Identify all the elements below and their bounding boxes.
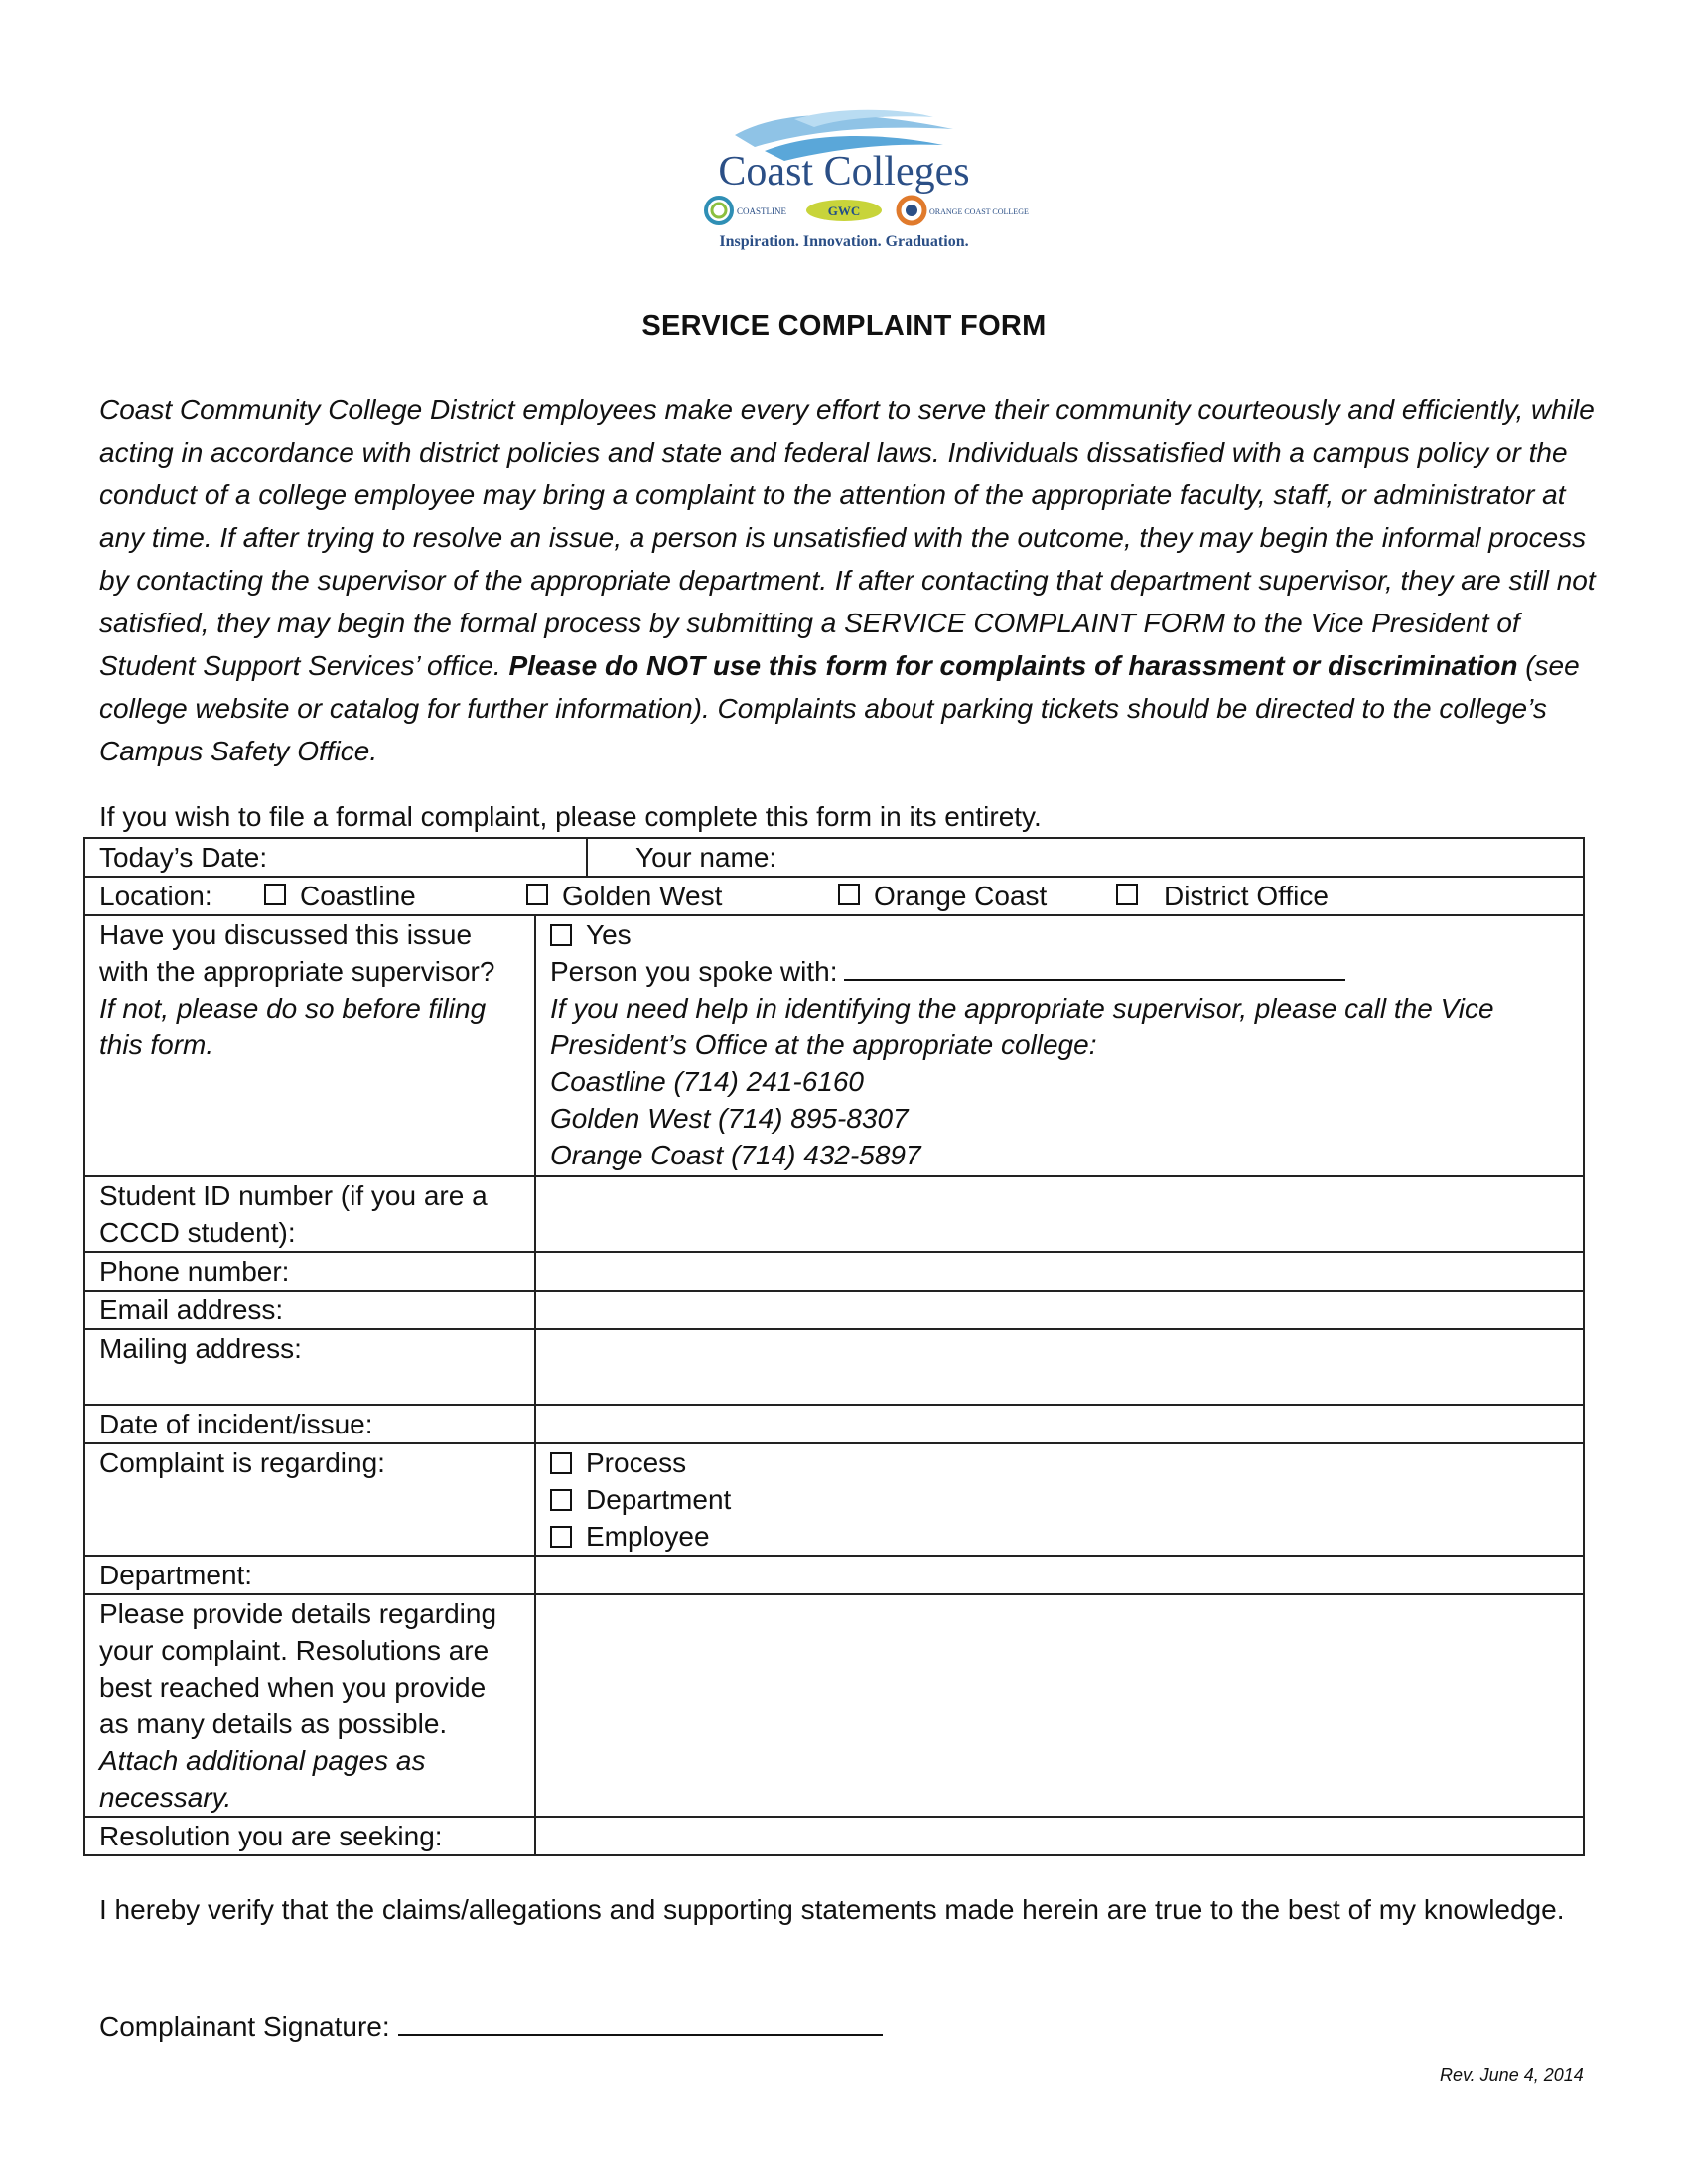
intro-paragraph: [99, 388, 1599, 772]
student-id-field[interactable]: [535, 1176, 1584, 1252]
row-phone: [84, 1252, 1584, 1291]
regarding-process[interactable]: [550, 1444, 1569, 1481]
email-label: Email address:: [84, 1291, 535, 1329]
regarding-employee-label: Employee: [586, 1521, 710, 1552]
row-regarding: [84, 1443, 1584, 1556]
incident-date-field[interactable]: [535, 1405, 1584, 1443]
checkbox-process[interactable]: [550, 1452, 572, 1474]
resolution-label: Resolution you are seeking:: [84, 1817, 535, 1855]
signature-line[interactable]: [398, 2008, 883, 2036]
regarding-department-label: Department: [586, 1484, 732, 1515]
location-district-office-label: District Office: [1164, 881, 1329, 911]
phone-orange-coast: Orange Coast (714) 432-5897: [550, 1140, 921, 1170]
department-field[interactable]: [535, 1556, 1584, 1594]
mailing-field[interactable]: [535, 1329, 1584, 1405]
yes-option[interactable]: [550, 916, 1569, 953]
location-orange-coast-label: Orange Coast: [874, 881, 1048, 911]
location-golden-west-label: Golden West: [562, 881, 723, 911]
your-name-field[interactable]: [588, 839, 1583, 876]
checkbox-employee[interactable]: [550, 1526, 572, 1548]
regarding-process-label: Process: [586, 1447, 687, 1478]
spoke-with-line[interactable]: [844, 955, 1345, 981]
intro-text-a: Coast Community College District employees make every effort to serve their community courteously and efficiently, while acting in accordance with district policies and state and federal laws. Individuals dissatisfied with a campus policy or the conduct of a college employee may bring a complaint to the attention of the appropriate faculty, staff, or administrator at any time. If after trying to resolve an issue, a person is unsatisfied with the outcome, they may begin the informal process by contacting the supervisor of the appropriate department. If after contacting that department supervisor, they are still not satisfied, they may begin the formal process by submitting a SERVICE COMPLAINT FORM to the Vice President of Student Support Services’ office.: [99, 394, 1596, 681]
logo-sub-occ: ORANGE COAST COLLEGE: [929, 207, 1029, 216]
row-date-name: [84, 838, 1584, 877]
row-details: [84, 1594, 1584, 1817]
signature-field[interactable]: [99, 2008, 883, 2043]
todays-date-label: Today’s Date:: [99, 842, 268, 873]
logo-wordmark: Coast Colleges: [718, 149, 970, 195]
location-coastline-label: Coastline: [300, 881, 416, 911]
phone-label: Phone number:: [84, 1252, 535, 1291]
spoke-with-label: Person you spoke with:: [550, 956, 838, 987]
student-id-label: Student ID number (if you are a CCCD student):: [84, 1176, 535, 1252]
checkbox-yes[interactable]: [550, 924, 572, 946]
regarding-label: Complaint is regarding:: [84, 1443, 535, 1556]
yes-label: Yes: [586, 919, 632, 950]
location-orange-coast[interactable]: [838, 878, 1116, 914]
todays-date-field[interactable]: [85, 839, 588, 876]
your-name-label: Your name:: [635, 842, 777, 873]
complaint-form-table: [83, 837, 1585, 1856]
regarding-employee[interactable]: [550, 1518, 1569, 1555]
row-student-id: [84, 1176, 1584, 1252]
signature-label: Complainant Signature:: [99, 2011, 390, 2042]
details-note: Attach additional pages as necessary.: [99, 1745, 426, 1813]
checkbox-orange-coast[interactable]: [838, 884, 860, 905]
row-email: [84, 1291, 1584, 1329]
logo-sub-coastline: COASTLINE: [737, 206, 786, 216]
instructions-text: If you wish to file a formal complaint, please complete this form in its entirety.: [99, 801, 1042, 832]
checkbox-district-office[interactable]: [1116, 884, 1138, 905]
discussed-note: If not, please do so before filing this form.: [99, 993, 487, 1060]
location-coastline[interactable]: [264, 878, 526, 914]
coast-colleges-logo: [695, 107, 1029, 254]
row-location: [84, 877, 1584, 915]
email-field[interactable]: [535, 1291, 1584, 1329]
intro-text-b: (see college website or catalog for further information). Complaints about parking tickets should be directed to the college’s Campus Safety Office.: [99, 650, 1580, 766]
location-golden-west[interactable]: [526, 878, 838, 914]
row-incident-date: [84, 1405, 1584, 1443]
verification-statement: I hereby verify that the claims/allegations and supporting statements made herein are true to the best of my knowledge.: [99, 1894, 1565, 1925]
logo-tagline: Inspiration. Innovation. Graduation.: [719, 233, 969, 250]
row-department: [84, 1556, 1584, 1594]
form-title: SERVICE COMPLAINT FORM: [641, 310, 1047, 341]
row-discussed: [84, 915, 1584, 1176]
mailing-label: Mailing address:: [84, 1329, 535, 1405]
phone-golden-west: Golden West (714) 895-8307: [550, 1103, 909, 1134]
logo-sub-gwc: GWC: [827, 204, 861, 218]
phone-coastline: Coastline (714) 241-6160: [550, 1066, 864, 1097]
location-district-office[interactable]: [1116, 878, 1329, 914]
resolution-field[interactable]: [535, 1817, 1584, 1855]
checkbox-department[interactable]: [550, 1489, 572, 1511]
incident-date-label: Date of incident/issue:: [84, 1405, 535, 1443]
department-label: Department:: [84, 1556, 535, 1594]
help-text: If you need help in identifying the appropriate supervisor, please call the Vice President’s Office at the appropriate college:: [550, 993, 1494, 1060]
discussed-question: Have you discussed this issue with the appropriate supervisor?: [99, 919, 495, 987]
row-mailing: [84, 1329, 1584, 1405]
checkbox-coastline[interactable]: [264, 884, 286, 905]
phone-field[interactable]: [535, 1252, 1584, 1291]
details-field[interactable]: [535, 1594, 1584, 1817]
regarding-department[interactable]: [550, 1481, 1569, 1518]
checkbox-golden-west[interactable]: [526, 884, 548, 905]
revision-date: Rev. June 4, 2014: [1440, 2065, 1584, 2085]
details-label: Please provide details regarding your complaint. Resolutions are best reached when you provide as many details as possible.: [99, 1598, 497, 1739]
location-label: Location:: [99, 881, 212, 911]
spoke-with-field[interactable]: [550, 953, 1569, 990]
row-resolution: [84, 1817, 1584, 1855]
intro-warning: Please do NOT use this form for complaints of harassment or discrimination: [508, 650, 1518, 681]
